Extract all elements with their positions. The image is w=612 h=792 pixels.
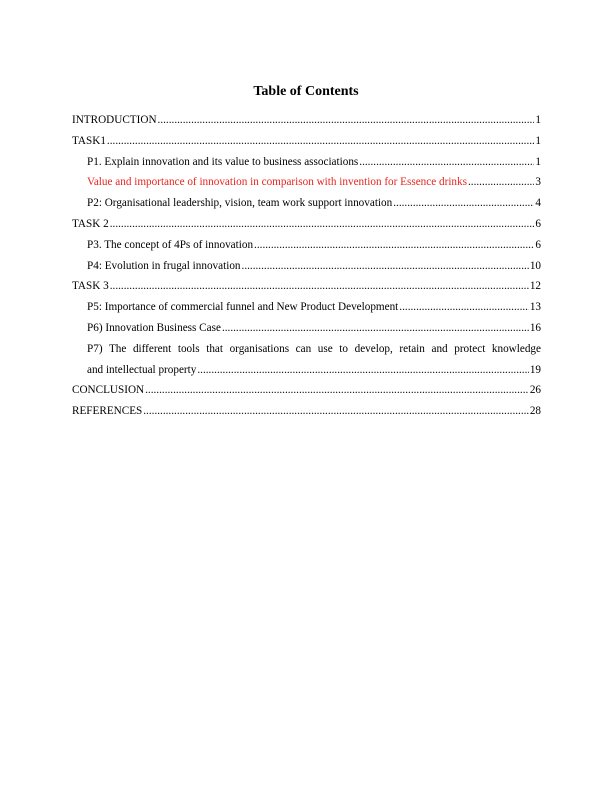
toc-page-number: 1 — [535, 134, 541, 147]
toc-entry-p6[interactable] — [72, 318, 541, 339]
toc-entry-label: TASK 2 — [72, 217, 109, 230]
toc-page-number: 12 — [529, 280, 541, 293]
toc-leader-dots — [110, 276, 529, 297]
toc-entry-task2[interactable] — [72, 214, 541, 235]
toc-leader-dots — [145, 380, 529, 401]
toc-entry-p5[interactable] — [72, 297, 541, 318]
toc-page-number: 4 — [535, 197, 541, 210]
toc-entry-task1[interactable] — [72, 131, 541, 152]
toc-entry-label: TASK1 — [72, 134, 106, 147]
toc-leader-dots — [359, 152, 534, 173]
toc-entry-line2 — [87, 360, 541, 381]
toc-entry-label: INTRODUCTION — [72, 114, 157, 126]
toc-page-number: 13 — [529, 301, 541, 314]
toc-entry-label-line1: P7) The different tools that organisations can use to develop, retain and protect knowledge — [87, 342, 541, 355]
toc-entry-label-line2: and intellectual property — [87, 363, 197, 376]
table-of-contents — [72, 110, 541, 422]
toc-leader-dots — [393, 193, 534, 214]
toc-title: Table of Contents — [253, 84, 359, 99]
toc-entry-conclusion[interactable] — [72, 380, 541, 401]
toc-entry-value-importance[interactable] — [72, 172, 541, 193]
toc-entry-label: P6) Innovation Business Case — [87, 321, 221, 334]
toc-page-number: 19 — [529, 363, 541, 376]
toc-page-number: 6 — [535, 217, 541, 230]
toc-entry-label: Value and importance of innovation in comparison with invention for Essence drinks — [87, 176, 467, 189]
toc-page-number: 1 — [535, 155, 541, 168]
toc-page-number: 3 — [535, 176, 541, 189]
toc-page-number: 16 — [529, 321, 541, 334]
toc-leader-dots — [254, 235, 534, 256]
toc-leader-dots — [107, 131, 534, 152]
toc-entry-label: P3. The concept of 4Ps of innovation — [87, 238, 254, 251]
toc-entry-label: REFERENCES — [72, 405, 143, 418]
toc-entry-label: P1. Explain innovation and its value to business associations — [87, 155, 359, 168]
toc-entry-label: TASK 3 — [72, 280, 109, 293]
toc-entry-label: CONCLUSION — [72, 384, 145, 397]
toc-leader-dots — [399, 297, 529, 318]
toc-entry-p7[interactable] — [72, 339, 541, 381]
toc-entry-introduction[interactable] — [72, 110, 541, 131]
toc-entry-task3[interactable] — [72, 276, 541, 297]
toc-entry-p2[interactable] — [72, 193, 541, 214]
toc-leader-dots — [468, 172, 534, 193]
toc-entry-p3[interactable] — [72, 235, 541, 256]
toc-leader-dots — [143, 401, 529, 422]
toc-leader-dots — [158, 110, 535, 131]
toc-page-number: 6 — [535, 238, 541, 251]
toc-entry-references[interactable] — [72, 401, 541, 422]
toc-entry-label: P5: Importance of commercial funnel and New Product Development — [87, 301, 399, 314]
toc-leader-dots — [110, 214, 535, 235]
toc-entry-p1[interactable] — [72, 152, 541, 173]
toc-page-number: 10 — [529, 259, 541, 272]
toc-leader-dots — [197, 360, 528, 381]
toc-leader-dots — [222, 318, 529, 339]
toc-entry-label: P4: Evolution in frugal innovation — [87, 259, 241, 272]
toc-entry-p4[interactable] — [72, 256, 541, 277]
toc-page-number: 28 — [529, 405, 541, 418]
toc-page-number: 1 — [535, 114, 541, 126]
toc-page-number: 26 — [529, 384, 541, 397]
toc-entry-label: P2: Organisational leadership, vision, team work support innovation — [87, 197, 393, 210]
toc-leader-dots — [242, 256, 529, 277]
